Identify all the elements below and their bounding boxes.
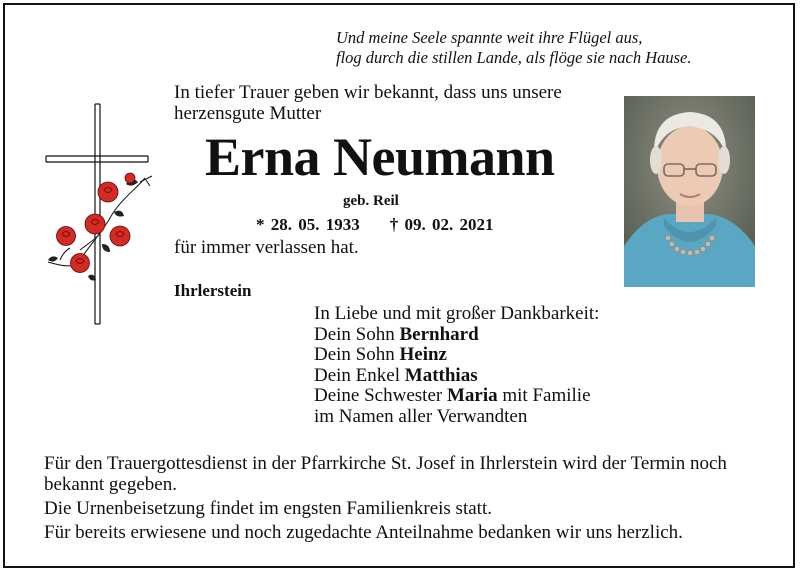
mourner-line xyxy=(314,366,599,387)
maiden-name: geb. Reil xyxy=(343,193,399,209)
death-date: † 09. 02. 2021 xyxy=(389,215,494,234)
mourner-relation: Dein Enkel xyxy=(314,364,405,386)
mourner-line xyxy=(314,345,599,366)
left-us-text: für immer verlassen hat. xyxy=(174,237,359,258)
service-note: Für den Trauergottesdienst in der Pfarrkirche St. Josef in Ihrlerstein wird der Termin noch bekannt gegeben. xyxy=(44,453,727,495)
mourner-relation: Deine Schwester xyxy=(314,385,447,406)
mourner-name: Bernhard xyxy=(399,323,479,345)
mourner-line xyxy=(314,386,599,407)
footer-notes xyxy=(44,453,774,546)
birth-date: * 28. 05. 1933 xyxy=(256,215,360,234)
burial-note: Die Urnenbeisetzung findet im engsten Familienkreis statt. xyxy=(44,498,492,519)
portrait-photo xyxy=(624,96,755,287)
place-name: Ihrlerstein xyxy=(174,281,252,300)
mourner-relation: Dein Sohn xyxy=(314,344,400,365)
quote xyxy=(336,28,756,68)
mourners-block xyxy=(314,304,599,427)
thanks-note: Für bereits erwiesene und noch zugedachte Anteilnahme bedanken wir uns herzlich. xyxy=(44,522,683,543)
life-dates xyxy=(256,215,494,235)
mourner-name: Matthias xyxy=(404,364,478,386)
mourners-heading: In Liebe und mit großer Dankbarkeit: xyxy=(314,303,600,324)
mourner-name: Maria xyxy=(446,385,498,406)
quote-line-2: flog durch die stillen Lande, als flöge sie nach Hause. xyxy=(336,48,692,67)
mourner-relation: Dein Sohn xyxy=(314,323,400,345)
quote-line-1: Und meine Seele spannte weit ihre Flügel aus, xyxy=(336,28,643,47)
cross-with-roses-icon xyxy=(40,100,160,330)
deceased-name: Erna Neumann xyxy=(205,127,555,187)
mourner-name: Heinz xyxy=(399,344,447,365)
mourner-suffix: mit Familie xyxy=(497,385,591,406)
intro-text: In tiefer Trauer geben wir bekannt, dass uns unsere herzensgute Mutter xyxy=(174,82,562,124)
mourners-closing: im Namen aller Verwandten xyxy=(314,405,528,427)
mourner-line xyxy=(314,325,599,346)
